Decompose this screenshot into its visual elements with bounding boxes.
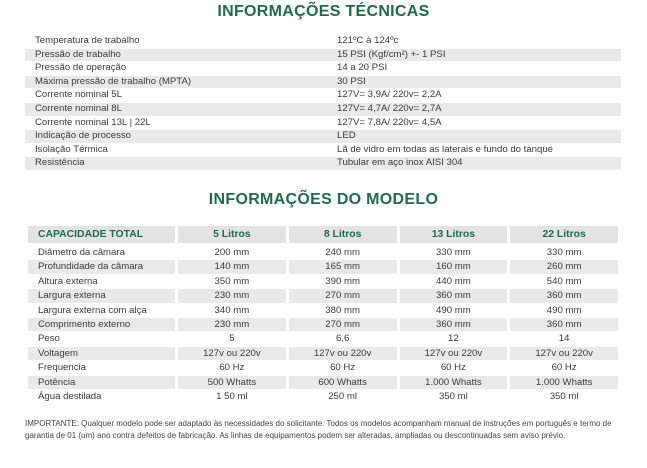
tech-label: Corrente nominal 13L | 22L (25, 116, 327, 130)
model-cell: 127v ou 220v (178, 347, 286, 361)
model-cell: 390 mm (289, 275, 397, 289)
tech-label: Pressão de trabalho (25, 48, 327, 62)
model-row-label: Voltagem (28, 347, 175, 361)
model-body (28, 246, 618, 404)
model-cell: 350 ml (510, 390, 618, 404)
model-cell: 360 mm (400, 289, 508, 303)
tech-label: Resistência (25, 157, 327, 171)
model-row (28, 304, 618, 318)
model-cell: 330 mm (510, 246, 618, 260)
model-row (28, 390, 618, 404)
model-cell: 230 mm (178, 289, 286, 303)
model-cell: 1 50 ml (178, 390, 286, 404)
tech-label: Temperatura de trabalho (25, 35, 327, 48)
tech-row (25, 89, 621, 103)
model-row-label: Largura externa (28, 289, 175, 303)
model-cell: 6,6 (289, 332, 397, 346)
tech-label: Corrente nominal 5L (25, 89, 327, 103)
model-cell: 165 mm (289, 260, 397, 274)
important-note: IMPORTANTE: Qualquer modelo pode ser adaptado às necessidades do solicitante. Todos os modelos acompanham manual de instruções em português e termo de garantia de 01 (um) ano contra defeitos de fabricação. As linhas de equipamentos podem ser alteradas, ampliadas ou descontinuadas sem aviso prévio. (25, 419, 612, 440)
model-cell: 5 (178, 332, 286, 346)
model-cell: 600 Whatts (289, 376, 397, 390)
model-cell: 127v ou 220v (289, 347, 397, 361)
model-cell: 127v ou 220v (510, 347, 618, 361)
model-cell: 500 Whatts (178, 376, 286, 390)
model-cell: 140 mm (178, 260, 286, 274)
model-cell: 360 mm (510, 318, 618, 332)
tech-row (25, 143, 621, 157)
tech-table (25, 35, 621, 171)
model-cell: 200 mm (178, 246, 286, 260)
model-cell: 330 mm (400, 246, 508, 260)
tech-row (25, 62, 621, 76)
tech-label: Indicação de processo (25, 130, 327, 144)
model-row (28, 376, 618, 390)
tech-label: Máxima pressão de trabalho (MPTA) (25, 75, 327, 89)
model-cell: 340 mm (178, 304, 286, 318)
model-cell: 60 Hz (400, 361, 508, 375)
tech-value: 15 PSI (Kgf/cm²) +- 1 PSI (327, 48, 621, 62)
model-cell: 1.000 Whatts (400, 376, 508, 390)
model-cell: 14 (510, 332, 618, 346)
header-13l: 13 Litros (400, 226, 508, 246)
model-cell: 270 mm (289, 318, 397, 332)
model-cell: 230 mm (178, 318, 286, 332)
model-row-label: Frequencia (28, 361, 175, 375)
model-cell: 60 Hz (289, 361, 397, 375)
model-cell: 360 mm (400, 318, 508, 332)
model-row-label: Largura externa com alça (28, 304, 175, 318)
tech-value: 127V= 3,9A/ 220v= 2,2A (327, 89, 621, 103)
tech-value: 14 a 20 PSI (327, 62, 621, 76)
model-cell: 270 mm (289, 289, 397, 303)
tech-label: Pressão de operação (25, 62, 327, 76)
tech-row (25, 116, 621, 130)
tech-value: LED (327, 130, 621, 144)
tech-heading: INFORMAÇÕES TÉCNICAS (217, 3, 430, 20)
tech-label: Corrente nominal 8L (25, 102, 327, 116)
model-row (28, 332, 618, 346)
model-row-label: Água destilada (28, 390, 175, 404)
model-header-row (28, 226, 618, 246)
model-cell: 350 ml (400, 390, 508, 404)
model-cell: 1.000 Whatts (510, 376, 618, 390)
model-row (28, 347, 618, 361)
tech-row (25, 130, 621, 144)
model-cell: 60 Hz (510, 361, 618, 375)
model-row-label: Profundidade da câmara (28, 260, 175, 274)
model-cell: 260 mm (510, 260, 618, 274)
model-row-label: Diâmetro da câmara (28, 246, 175, 260)
model-cell: 440 mm (400, 275, 508, 289)
header-5l: 5 Litros (178, 226, 286, 246)
model-row-label: Potência (28, 376, 175, 390)
tech-row (25, 75, 621, 89)
model-heading: INFORMAÇÕES DO MODELO (208, 191, 439, 208)
tech-value: Lã de vidro em todas as laterais e fundo do tanque (327, 143, 621, 157)
tech-value: 121ºC à 124ºc (327, 35, 621, 48)
model-cell: 350 mm (178, 275, 286, 289)
tech-value: 127V= 7,8A/ 220v= 4,5A (327, 116, 621, 130)
header-capacity: CAPACIDADE TOTAL (28, 226, 175, 246)
model-cell: 540 mm (510, 275, 618, 289)
model-cell: 127v ou 220v (400, 347, 508, 361)
model-row (28, 260, 618, 274)
header-8l: 8 Litros (289, 226, 397, 246)
model-row-label: Peso (28, 332, 175, 346)
model-table (25, 226, 621, 404)
tech-row (25, 102, 621, 116)
model-cell: 380 mm (289, 304, 397, 318)
model-row (28, 246, 618, 260)
model-row (28, 361, 618, 375)
model-row-label: Comprimento externo (28, 318, 175, 332)
tech-value: Tubular em aço inox AISI 304 (327, 157, 621, 171)
model-cell: 360 mm (510, 289, 618, 303)
model-cell: 160 mm (400, 260, 508, 274)
tech-row (25, 48, 621, 62)
model-row (28, 318, 618, 332)
model-cell: 490 mm (400, 304, 508, 318)
tech-row (25, 157, 621, 171)
model-row (28, 289, 618, 303)
tech-value: 30 PSI (327, 75, 621, 89)
model-cell: 12 (400, 332, 508, 346)
model-row-label: Altura externa (28, 275, 175, 289)
model-cell: 240 mm (289, 246, 397, 260)
model-cell: 250 ml (289, 390, 397, 404)
model-cell: 60 Hz (178, 361, 286, 375)
tech-label: Isolação Térmica (25, 143, 327, 157)
model-row (28, 275, 618, 289)
model-cell: 490 mm (510, 304, 618, 318)
tech-row (25, 35, 621, 48)
header-22l: 22 Litros (510, 226, 618, 246)
tech-value: 127V= 4,7A/ 220v= 2,7A (327, 102, 621, 116)
